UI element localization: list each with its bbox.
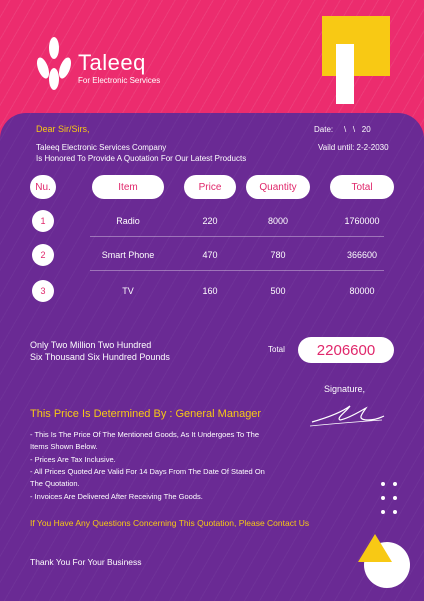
row-total: 80000 [349, 286, 375, 296]
terms-heading: This Price Is Determined By : General Manager [30, 408, 262, 420]
row-price: 220 [202, 216, 218, 226]
row-total: 1760000 [344, 216, 380, 226]
taleeq-logo-icon [34, 36, 74, 92]
signature-label: Signature, [324, 384, 366, 394]
row-divider [90, 270, 384, 271]
col-header-number: Nu. [30, 175, 56, 199]
company-line: Taleeq Electronic Services Company [36, 143, 167, 152]
date-value: \ \ 20 [344, 125, 371, 134]
terms-line: - Invoices Are Delivered After Receiving The Goods. [30, 492, 203, 501]
decor-dot [393, 510, 397, 514]
decor-dot [381, 482, 385, 486]
row-quantity: 500 [270, 286, 286, 296]
col-header-price: Price [184, 175, 236, 199]
terms-line: - Prices Are Tax Inclusive. [30, 455, 116, 464]
brand-tagline: For Electronic Services [78, 76, 161, 85]
row-item: Smart Phone [101, 250, 155, 260]
decor-dot [393, 496, 397, 500]
row-quantity: 8000 [267, 216, 289, 226]
brand-name: Taleeq [78, 50, 146, 75]
row-number: 3 [32, 280, 54, 302]
decor-dot [381, 496, 385, 500]
decor-dot [393, 482, 397, 486]
date-label: Date: [314, 125, 334, 134]
row-price: 160 [202, 286, 218, 296]
row-number: 1 [32, 210, 54, 232]
row-price: 470 [202, 250, 218, 260]
amount-in-words-line2: Six Thousand Six Hundred Pounds [30, 352, 170, 362]
total-label: Total [268, 345, 285, 354]
col-header-quantity: Quantity [246, 175, 310, 199]
greeting: Dear Sir/Sirs, [36, 124, 90, 134]
signature-scribble-icon [306, 398, 386, 430]
terms-line: The Quotation. [30, 479, 80, 488]
decor-white-bar [336, 44, 354, 104]
amount-in-words-line1: Only Two Million Two Hundred [30, 340, 152, 350]
total-value: 2206600 [298, 337, 394, 363]
intro-line: Is Honored To Provide A Quotation For Our Latest Products [36, 154, 247, 163]
valid-until: Vaild until: 2-2-2030 [318, 143, 389, 152]
row-number: 2 [32, 244, 54, 266]
terms-line: Items Shown Below. [30, 442, 98, 451]
decor-dot [381, 510, 385, 514]
decor-yellow-square [322, 16, 390, 76]
col-header-item: Item [92, 175, 164, 199]
row-divider [90, 236, 384, 237]
terms-line: - This Is The Price Of The Mentioned Goods, As It Undergoes To The [30, 430, 260, 439]
col-header-total: Total [330, 175, 394, 199]
row-total: 366600 [346, 250, 378, 260]
decor-yellow-triangle [358, 534, 392, 562]
row-item: Radio [116, 216, 140, 226]
terms-line: - All Prices Quoted Are Valid For 14 Days From The Date Of Stated On [30, 467, 265, 476]
row-item: TV [122, 286, 134, 296]
contact-note: If You Have Any Questions Concerning This Quotation, Please Contact Us [30, 518, 310, 528]
row-quantity: 780 [270, 250, 286, 260]
thank-you: Thank You For Your Business [30, 557, 142, 567]
